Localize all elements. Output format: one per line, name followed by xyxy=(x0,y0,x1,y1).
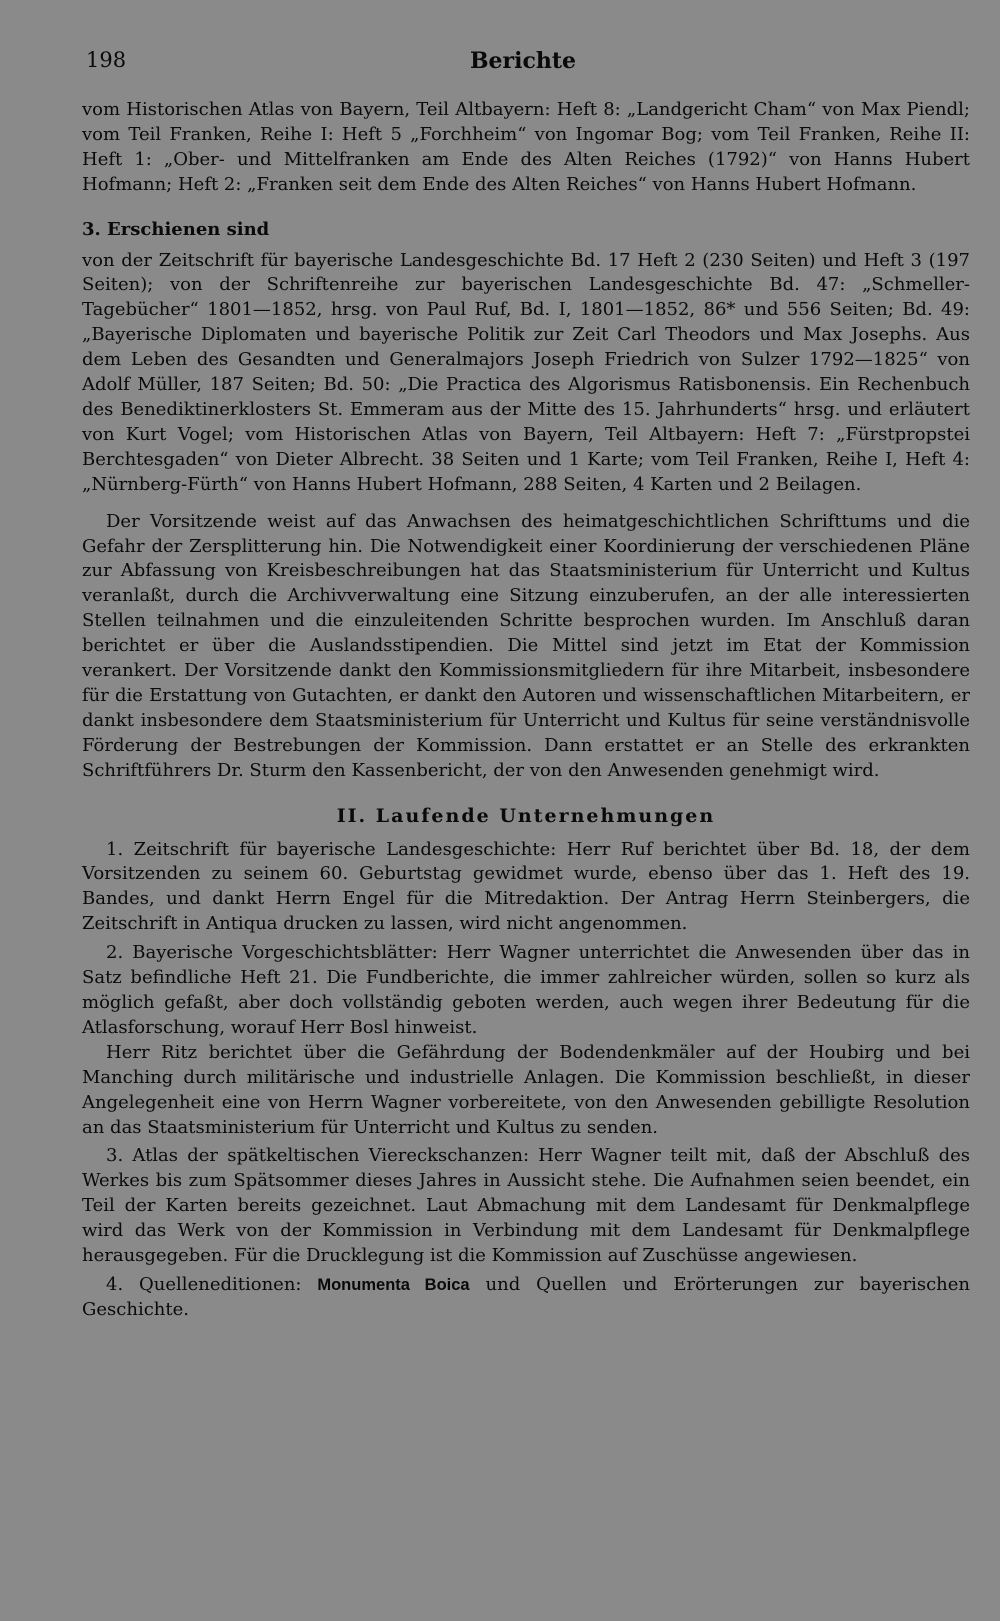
paragraph-item-2: 2. Bayerische Vorgeschichtsblätter: Herr Wagner unterrichtet die Anwesenden über das in Satz befindliche Heft 21. Die Fundberichte, die immer zahlreicher würden, sollen so kurz als möglich gefaßt, aber doch vollständig geboten werden, auch wegen ihrer Bedeutung für die Atlasforschung, worauf Herr Bosl hinweist. xyxy=(82,942,970,1038)
paragraph-erschienen: von der Zeitschrift für bayerische Landesgeschichte Bd. 17 Heft 2 (230 Seiten) und Heft 3 (197 Seiten); von der Schriftenreihe zur bayerischen Landesgeschichte Bd. 47: „Schmeller-Tagebücher“ 1801—1852, hrsg. von Paul Ruf, Bd. I, 1801—1852, 86* und 556 Seiten; Bd. 49: „Bayerische Diplomaten und bayerische Politik zur Zeit Carl Theodors und Max Josephs. Aus dem Leben des Gesandten und Generalmajors Joseph Friedrich von Sulzer 1792—1825“ von Adolf Müller, 187 Seiten; Bd. 50: „Die Practica des Algorismus Ratisbonensis. Ein Rechenbuch des Benediktinerklosters St. Emmeram aus der Mitte des 15. Jahrhunderts“ hrsg. und erläutert von Kurt Vogel; vom Historischen Atlas von Bayern, Teil Altbayern: Heft 7: „Fürstpropstei Berchtesgaden“ von Dieter Albrecht. 38 Seiten und 1 Karte; vom Teil Franken, Reihe I, Heft 4: „Nürnberg-Fürth“ von Hanns Hubert Hofmann, 288 Seiten, 4 Karten und 2 Beilagen. xyxy=(82,249,970,495)
paragraph-item-3: 3. Atlas der spätkeltischen Viereckschanzen: Herr Wagner teilt mit, daß der Abschluß des Werkes bis zum Spätsommer dieses Jahres in Aussicht stehe. Die Aufnahmen seien beendet, ein Teil der Karten bereits gezeichnet. Laut Abmachung mit dem Landesamt für Denkmalpflege wird das Werk von der Kommission in Verbindung mit dem Landesamt für Denkmalpflege herausgegeben. Für die Drucklegung ist die Kommission auf Zuschüsse angewiesen. xyxy=(82,1145,970,1267)
paragraph-item-2b: Herr Ritz berichtet über die Gefährdung der Bodendenkmäler auf der Houbirg und bei Manching durch militärische und industrielle Anlagen. Die Kommission beschließt, in dieser Angelegenheit eine von Herrn Wagner vorbereitete, von den Anwesenden gebilligte Resolution an das Staatsministerium für Unterricht und Kultus zu senden. xyxy=(82,1041,970,1138)
page-header xyxy=(86,48,960,78)
paragraph-vorsitzende: Der Vorsitzende weist auf das Anwachsen des heimatgeschichtlichen Schrifttums und die Gefahr der Zersplitterung hin. Die Notwendigkeit einer Koordinierung der verschiedenen Pläne zur Abfassung von Kreisbeschreibungen hat das Staatsministerium für Unterricht und Kultus veranlaßt, durch die Archivverwaltung eine Sitzung einzuberufen, an der alle interessierten Stellen teilnahmen und die einzuleitenden Schritte besprochen wurden. Im Anschluß daran berichtet er über die Auslandsstipendien. Die Mittel sind jetzt im Etat der Kommission verankert. Der Vorsitzende dankt den Kommissionsmitgliedern für ihre Mitarbeit, insbesondere für die Erstattung von Gutachten, er dankt den Autoren und wissenschaftlichen Mitarbeitern, er dankt insbesondere dem Staatsministerium für Unterricht und Kultus für seine verständnisvolle Förderung der Bestrebungen der Kommission. Dann erstattet er an Stelle des erkrankten Schriftführers Dr. Sturm den Kassenbericht, der von den Anwesenden genehmigt wird. xyxy=(82,510,970,781)
page-number: 198 xyxy=(86,48,127,72)
page-body xyxy=(82,98,970,1323)
item-4-start: 4. Quelleneditionen: xyxy=(106,1273,318,1295)
heading-erschienen: 3. Erschienen sind xyxy=(82,218,270,240)
item-4-latin: Monumenta Boica xyxy=(317,1275,470,1294)
item-4-end: und Quellen und Erörterungen zur bayerischen Geschichte. xyxy=(82,1273,970,1320)
paragraph-item-1: 1. Zeitschrift für bayerische Landesgeschichte: Herr Ruf berichtet über Bd. 18, der dem Vorsitzenden zu seinem 60. Geburtstag gewidmet wurde, ebenso über das 1. Heft des 19. Bandes, und dankt Herrn Engel für die Mitredaktion. Der Antrag Herrn Steinbergers, die Zeitschrift in Antiqua drucken zu lassen, wird nicht angenommen. xyxy=(82,838,970,935)
section-title: II. Laufende Unternehmungen xyxy=(336,804,716,827)
paragraph-intro: vom Historischen Atlas von Bayern, Teil Altbayern: Heft 8: „Landgericht Cham“ von Max Piendl; vom Teil Franken, Reihe I: Heft 5 „Forchheim“ von Ingomar Bog; vom Teil Franken, Reihe II: Heft 1: „Ober- und Mittelfranken am Ende des Alten Reiches (1792)“ von Hanns Hubert Hofmann; Heft 2: „Franken seit dem Ende des Alten Reiches“ von Hanns Hubert Hofmann. xyxy=(82,99,970,195)
paragraph-item-4 xyxy=(82,1273,970,1323)
running-head: Berichte xyxy=(469,48,577,74)
